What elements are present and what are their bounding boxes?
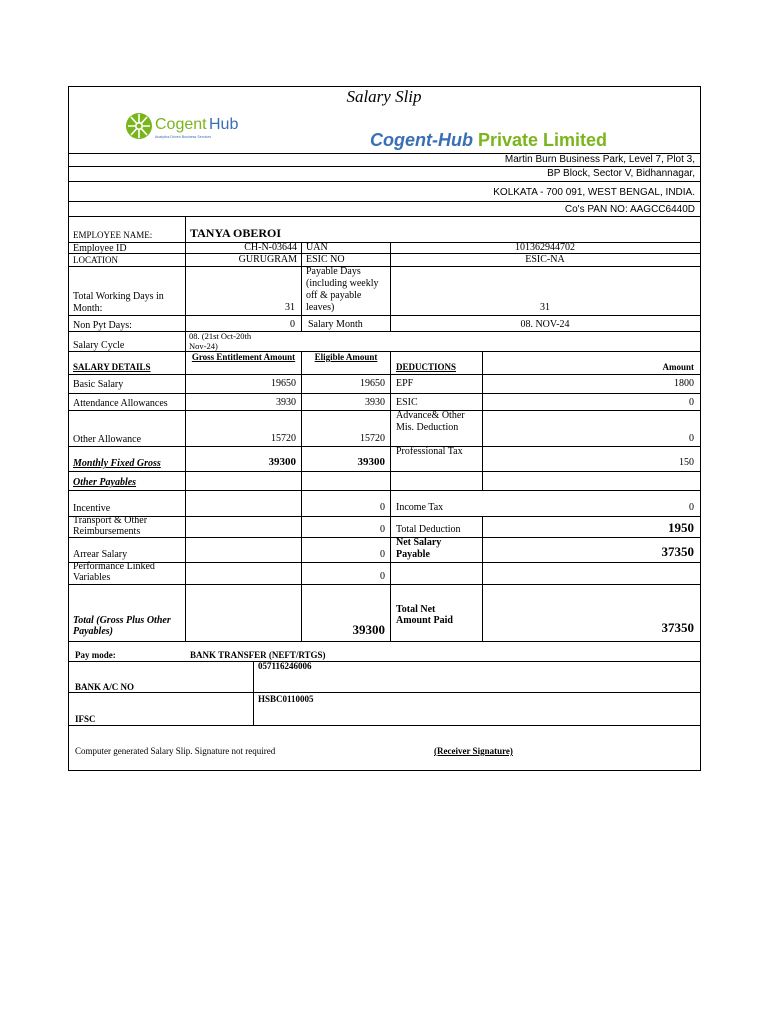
company-pan: Co's PAN NO: AAGCC6440D <box>564 204 695 215</box>
logo-tagline: Analytics Driven Business Services <box>155 135 212 139</box>
non-pyt-days-label: Non Pyt Days: <box>73 320 132 331</box>
other-allowance-gross: 15720 <box>271 433 296 444</box>
attendance-gross: 3930 <box>276 397 296 408</box>
salary-cycle-value: 08. (21st Oct-20th Nov-24) <box>189 331 252 351</box>
column-divider <box>390 242 391 331</box>
working-days-label: Total Working Days in Month: <box>73 291 164 314</box>
column-divider <box>482 351 483 490</box>
total-deduction-label: Total Deduction <box>396 524 461 535</box>
advance-deduction-amount: 0 <box>689 433 694 444</box>
divider <box>68 661 700 662</box>
arrear-salary-label: Arrear Salary <box>73 549 128 560</box>
arrear-salary-eligible: 0 <box>380 549 385 560</box>
divider <box>68 537 700 538</box>
company-name-part-b: Private Limited <box>478 130 608 150</box>
plv-label: Performance Linked Variables <box>73 561 155 583</box>
other-allowance-label: Other Allowance <box>73 434 142 445</box>
salary-month-label: Salary Month <box>308 319 363 330</box>
divider <box>68 641 700 642</box>
monthly-fixed-gross-gross: 39300 <box>268 456 296 468</box>
plv-eligible: 0 <box>380 571 385 582</box>
divider <box>68 181 700 182</box>
total-gross-eligible: 39300 <box>352 622 385 637</box>
column-divider <box>301 351 302 641</box>
epf-label: EPF <box>396 378 414 389</box>
ifsc-label: IFSC <box>75 714 96 724</box>
attendance-eligible: 3930 <box>365 397 385 408</box>
total-gross-label: Total (Gross Plus Other Payables) <box>73 615 171 637</box>
payable-days-label: Payable Days (including weekly off & payable leaves) <box>306 266 379 313</box>
esic-label: ESIC NO <box>306 254 345 265</box>
monthly-fixed-gross-label: Monthly Fixed Gross <box>73 458 161 469</box>
divider <box>68 315 700 316</box>
net-salary-amount: 37350 <box>661 544 694 559</box>
uan-label: UAN <box>306 242 328 253</box>
esic-deduction-label: ESIC <box>396 397 418 408</box>
column-divider <box>185 216 186 351</box>
bank-account-value: 057116246006 <box>258 661 312 671</box>
incentive-label: Incentive <box>73 503 111 514</box>
divider <box>68 374 700 375</box>
divider <box>68 393 700 394</box>
column-divider <box>301 242 302 331</box>
eligible-amount-header: Eligible Amount <box>314 352 378 362</box>
logo-text-hub: Hub <box>209 116 239 133</box>
company-logo <box>124 109 239 145</box>
esic-value: ESIC-NA <box>525 254 565 265</box>
employee-id-label: Employee ID <box>73 243 127 254</box>
column-divider <box>253 661 254 725</box>
epf-amount: 1800 <box>674 378 694 389</box>
address-line-3: KOLKATA - 700 091, WEST BENGAL, INDIA. <box>493 187 695 198</box>
advance-deduction-label: Advance& Other Mis. Deduction <box>396 410 465 433</box>
divider <box>68 351 700 352</box>
total-net-paid-amount: 37350 <box>661 620 694 635</box>
divider <box>68 331 700 332</box>
employee-name: TANYA OBEROI <box>190 226 282 240</box>
total-deduction-amount: 1950 <box>668 520 694 535</box>
logo-mark-icon <box>124 109 154 143</box>
total-net-paid-label: Total Net Amount Paid <box>396 604 453 626</box>
company-name <box>370 130 607 151</box>
attendance-label: Attendance Allowances <box>73 398 168 409</box>
deductions-header: DEDUCTIONS <box>396 362 457 372</box>
divider <box>68 490 700 491</box>
divider <box>68 201 700 202</box>
address-line-1: Martin Burn Business Park, Level 7, Plot 3, <box>504 154 695 165</box>
salary-details-header: SALARY DETAILS <box>73 362 151 372</box>
income-tax-amount: 0 <box>689 502 694 513</box>
divider <box>68 166 700 167</box>
salary-month-value: 08. NOV-24 <box>520 319 570 330</box>
location-value: GURUGRAM <box>238 254 297 265</box>
column-divider <box>185 351 186 641</box>
transport-eligible: 0 <box>380 524 385 535</box>
uan-value: 101362944702 <box>515 242 575 253</box>
bank-account-label: BANK A/C NO <box>75 682 135 692</box>
company-name-part-a: Cogent-Hub <box>370 130 473 150</box>
incentive-eligible: 0 <box>380 502 385 513</box>
divider <box>68 216 700 217</box>
employee-name-label: EMPLOYEE NAME: <box>73 230 153 240</box>
employee-id: CH-N-03644 <box>244 242 297 253</box>
pay-mode-label: Pay mode: <box>75 650 116 660</box>
basic-salary-gross: 19650 <box>271 378 296 389</box>
divider <box>68 584 700 585</box>
column-divider <box>482 516 483 641</box>
net-salary-label: Net Salary Payable <box>396 537 442 560</box>
basic-salary-eligible: 19650 <box>360 378 385 389</box>
professional-tax-label: Professional Tax <box>396 446 463 457</box>
logo-text-cogent: Cogent <box>155 116 207 133</box>
other-allowance-eligible: 15720 <box>360 433 385 444</box>
professional-tax-amount: 150 <box>679 457 694 468</box>
page-title: Salary Slip <box>346 87 422 106</box>
divider <box>68 692 700 693</box>
column-divider <box>390 351 391 641</box>
transport-label: Transport & Other Reimbursements <box>73 515 148 537</box>
location-label: LOCATION <box>73 255 118 265</box>
computer-generated-note: Computer generated Salary Slip. Signature not required <box>75 746 276 756</box>
gross-amount-header: Gross Entitlement Amount <box>191 352 296 362</box>
receiver-signature: (Receiver Signature) <box>434 746 513 756</box>
divider <box>68 410 700 411</box>
income-tax-label: Income Tax <box>396 502 444 513</box>
deduction-amount-header: Amount <box>662 362 694 372</box>
divider <box>68 471 700 472</box>
divider <box>68 446 700 447</box>
address-line-2: BP Block, Sector V, Bidhannagar, <box>547 168 695 179</box>
monthly-fixed-gross-eligible: 39300 <box>357 456 385 468</box>
working-days-value: 31 <box>285 302 295 313</box>
non-pyt-days-value: 0 <box>290 319 295 330</box>
basic-salary-label: Basic Salary <box>73 379 124 390</box>
pay-mode-value: BANK TRANSFER (NEFT/RTGS) <box>190 650 326 660</box>
salary-cycle-label: Salary Cycle <box>73 340 125 351</box>
esic-deduction-amount: 0 <box>689 397 694 408</box>
payable-days-value: 31 <box>540 302 550 313</box>
divider <box>68 725 700 726</box>
ifsc-value: HSBC0110005 <box>258 694 314 704</box>
other-payables-label: Other Payables <box>73 477 137 488</box>
